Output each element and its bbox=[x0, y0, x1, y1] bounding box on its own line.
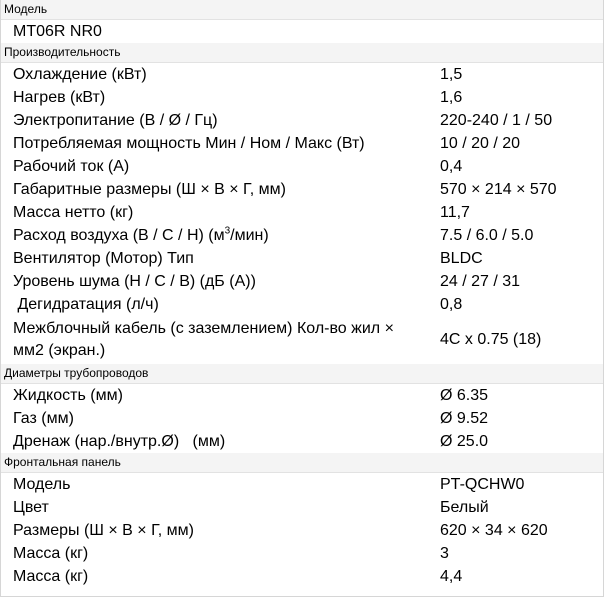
section-header-performance: Производительность bbox=[1, 43, 603, 63]
spec-row-heating bbox=[1, 86, 603, 109]
spec-label: Размеры (Ш × В × Г, мм) bbox=[13, 521, 194, 539]
spec-row-panel-color bbox=[1, 496, 603, 519]
spec-label: Модель bbox=[13, 475, 71, 493]
section-header-pipe-diameters: Диаметры трубопроводов bbox=[1, 364, 603, 384]
spec-row-model-name bbox=[1, 20, 603, 43]
section-header-front-panel: Фронтальная панель bbox=[1, 453, 603, 473]
spec-label: Дренаж (нар./внутр.Ø) (мм) bbox=[13, 432, 226, 450]
spec-label: Межблочный кабель (с заземлением) Кол-во жил × мм2 (экран.) bbox=[13, 320, 394, 359]
spec-value: Ø 9.52 bbox=[440, 409, 489, 427]
spec-value: 4,4 bbox=[440, 567, 463, 585]
spec-label: Масса (кг) bbox=[13, 544, 89, 562]
spec-label: Потребляемая мощность Мин / Ном / Макс (Вт) bbox=[13, 134, 365, 152]
spec-label: Масса (кг) bbox=[13, 567, 89, 585]
spec-row-dimensions bbox=[1, 178, 603, 201]
spec-value: 220-240 / 1 / 50 bbox=[440, 111, 553, 129]
spec-value: Белый bbox=[440, 498, 489, 516]
spec-value: 3 bbox=[440, 544, 449, 562]
section-header-model: Модель bbox=[1, 0, 603, 20]
superscript-3: 3 bbox=[224, 225, 231, 237]
spec-label: Рабочий ток (А) bbox=[13, 157, 130, 175]
spec-value: 4C x 0.75 (18) bbox=[440, 331, 542, 348]
spec-value: 10 / 20 / 20 bbox=[440, 134, 521, 152]
spec-value: 620 × 34 × 620 bbox=[440, 521, 548, 539]
spec-row-interconnect-cable bbox=[1, 316, 603, 364]
spec-row-panel-model bbox=[1, 473, 603, 496]
section-model bbox=[1, 0, 603, 43]
spec-label: Электропитание (В / Ø / Гц) bbox=[13, 111, 218, 129]
spec-row-panel-weight-gross bbox=[1, 565, 603, 588]
spec-value: 11,7 bbox=[440, 203, 470, 221]
spec-value: 1,5 bbox=[440, 65, 463, 83]
spec-label: Охлаждение (кВт) bbox=[13, 65, 147, 83]
spec-row-liquid bbox=[1, 384, 603, 407]
spec-label: Габаритные размеры (Ш × В × Г, мм) bbox=[13, 180, 286, 198]
spec-row-cooling bbox=[1, 63, 603, 86]
section-performance bbox=[1, 43, 603, 364]
spec-value: 7.5 / 6.0 / 5.0 bbox=[440, 226, 534, 244]
spec-label-text: Расход воздуха (В / С / Н) (м bbox=[13, 226, 225, 244]
spec-row-power-consumption bbox=[1, 132, 603, 155]
spec-value: Ø 25.0 bbox=[440, 432, 489, 450]
spec-value: BLDC bbox=[440, 249, 483, 267]
spec-value: 0,4 bbox=[440, 157, 463, 175]
spec-row-drain bbox=[1, 430, 603, 453]
spec-row-dehumidification bbox=[1, 293, 603, 316]
spec-value: 0,8 bbox=[440, 295, 463, 313]
spec-label bbox=[1, 225, 429, 247]
model-name: MT06R NR0 bbox=[13, 22, 102, 40]
spec-label: Нагрев (кВт) bbox=[13, 88, 106, 106]
spec-row-panel-weight bbox=[1, 542, 603, 565]
spec-label: Жидкость (мм) bbox=[13, 386, 123, 404]
spec-row-net-weight bbox=[1, 201, 603, 224]
spec-label-text: /мин) bbox=[230, 226, 269, 244]
spec-value: 24 / 27 / 31 bbox=[440, 272, 521, 290]
spec-row-gas bbox=[1, 407, 603, 430]
spec-label: Цвет bbox=[13, 498, 49, 516]
spec-value: 570 × 214 × 570 bbox=[440, 180, 557, 198]
spec-value: PT-QCHW0 bbox=[440, 475, 525, 493]
spec-label: Масса нетто (кг) bbox=[13, 203, 134, 221]
spec-row-power-supply bbox=[1, 109, 603, 132]
spec-value: 1,6 bbox=[440, 88, 463, 106]
spec-label: Газ (мм) bbox=[13, 409, 74, 427]
spec-row-current bbox=[1, 155, 603, 178]
section-pipe-diameters bbox=[1, 364, 603, 453]
spec-row-panel-dimensions bbox=[1, 519, 603, 542]
spec-row-fan-motor bbox=[1, 247, 603, 270]
section-front-panel bbox=[1, 453, 603, 588]
spec-value: Ø 6.35 bbox=[440, 386, 489, 404]
spec-label: Вентилятор (Мотор) Тип bbox=[13, 249, 194, 267]
spec-row-noise bbox=[1, 270, 603, 293]
spec-label: Уровень шума (Н / С / В) (дБ (А)) bbox=[13, 272, 256, 290]
spec-row-airflow bbox=[1, 224, 603, 247]
spec-label: Дегидратация (л/ч) bbox=[13, 295, 159, 313]
